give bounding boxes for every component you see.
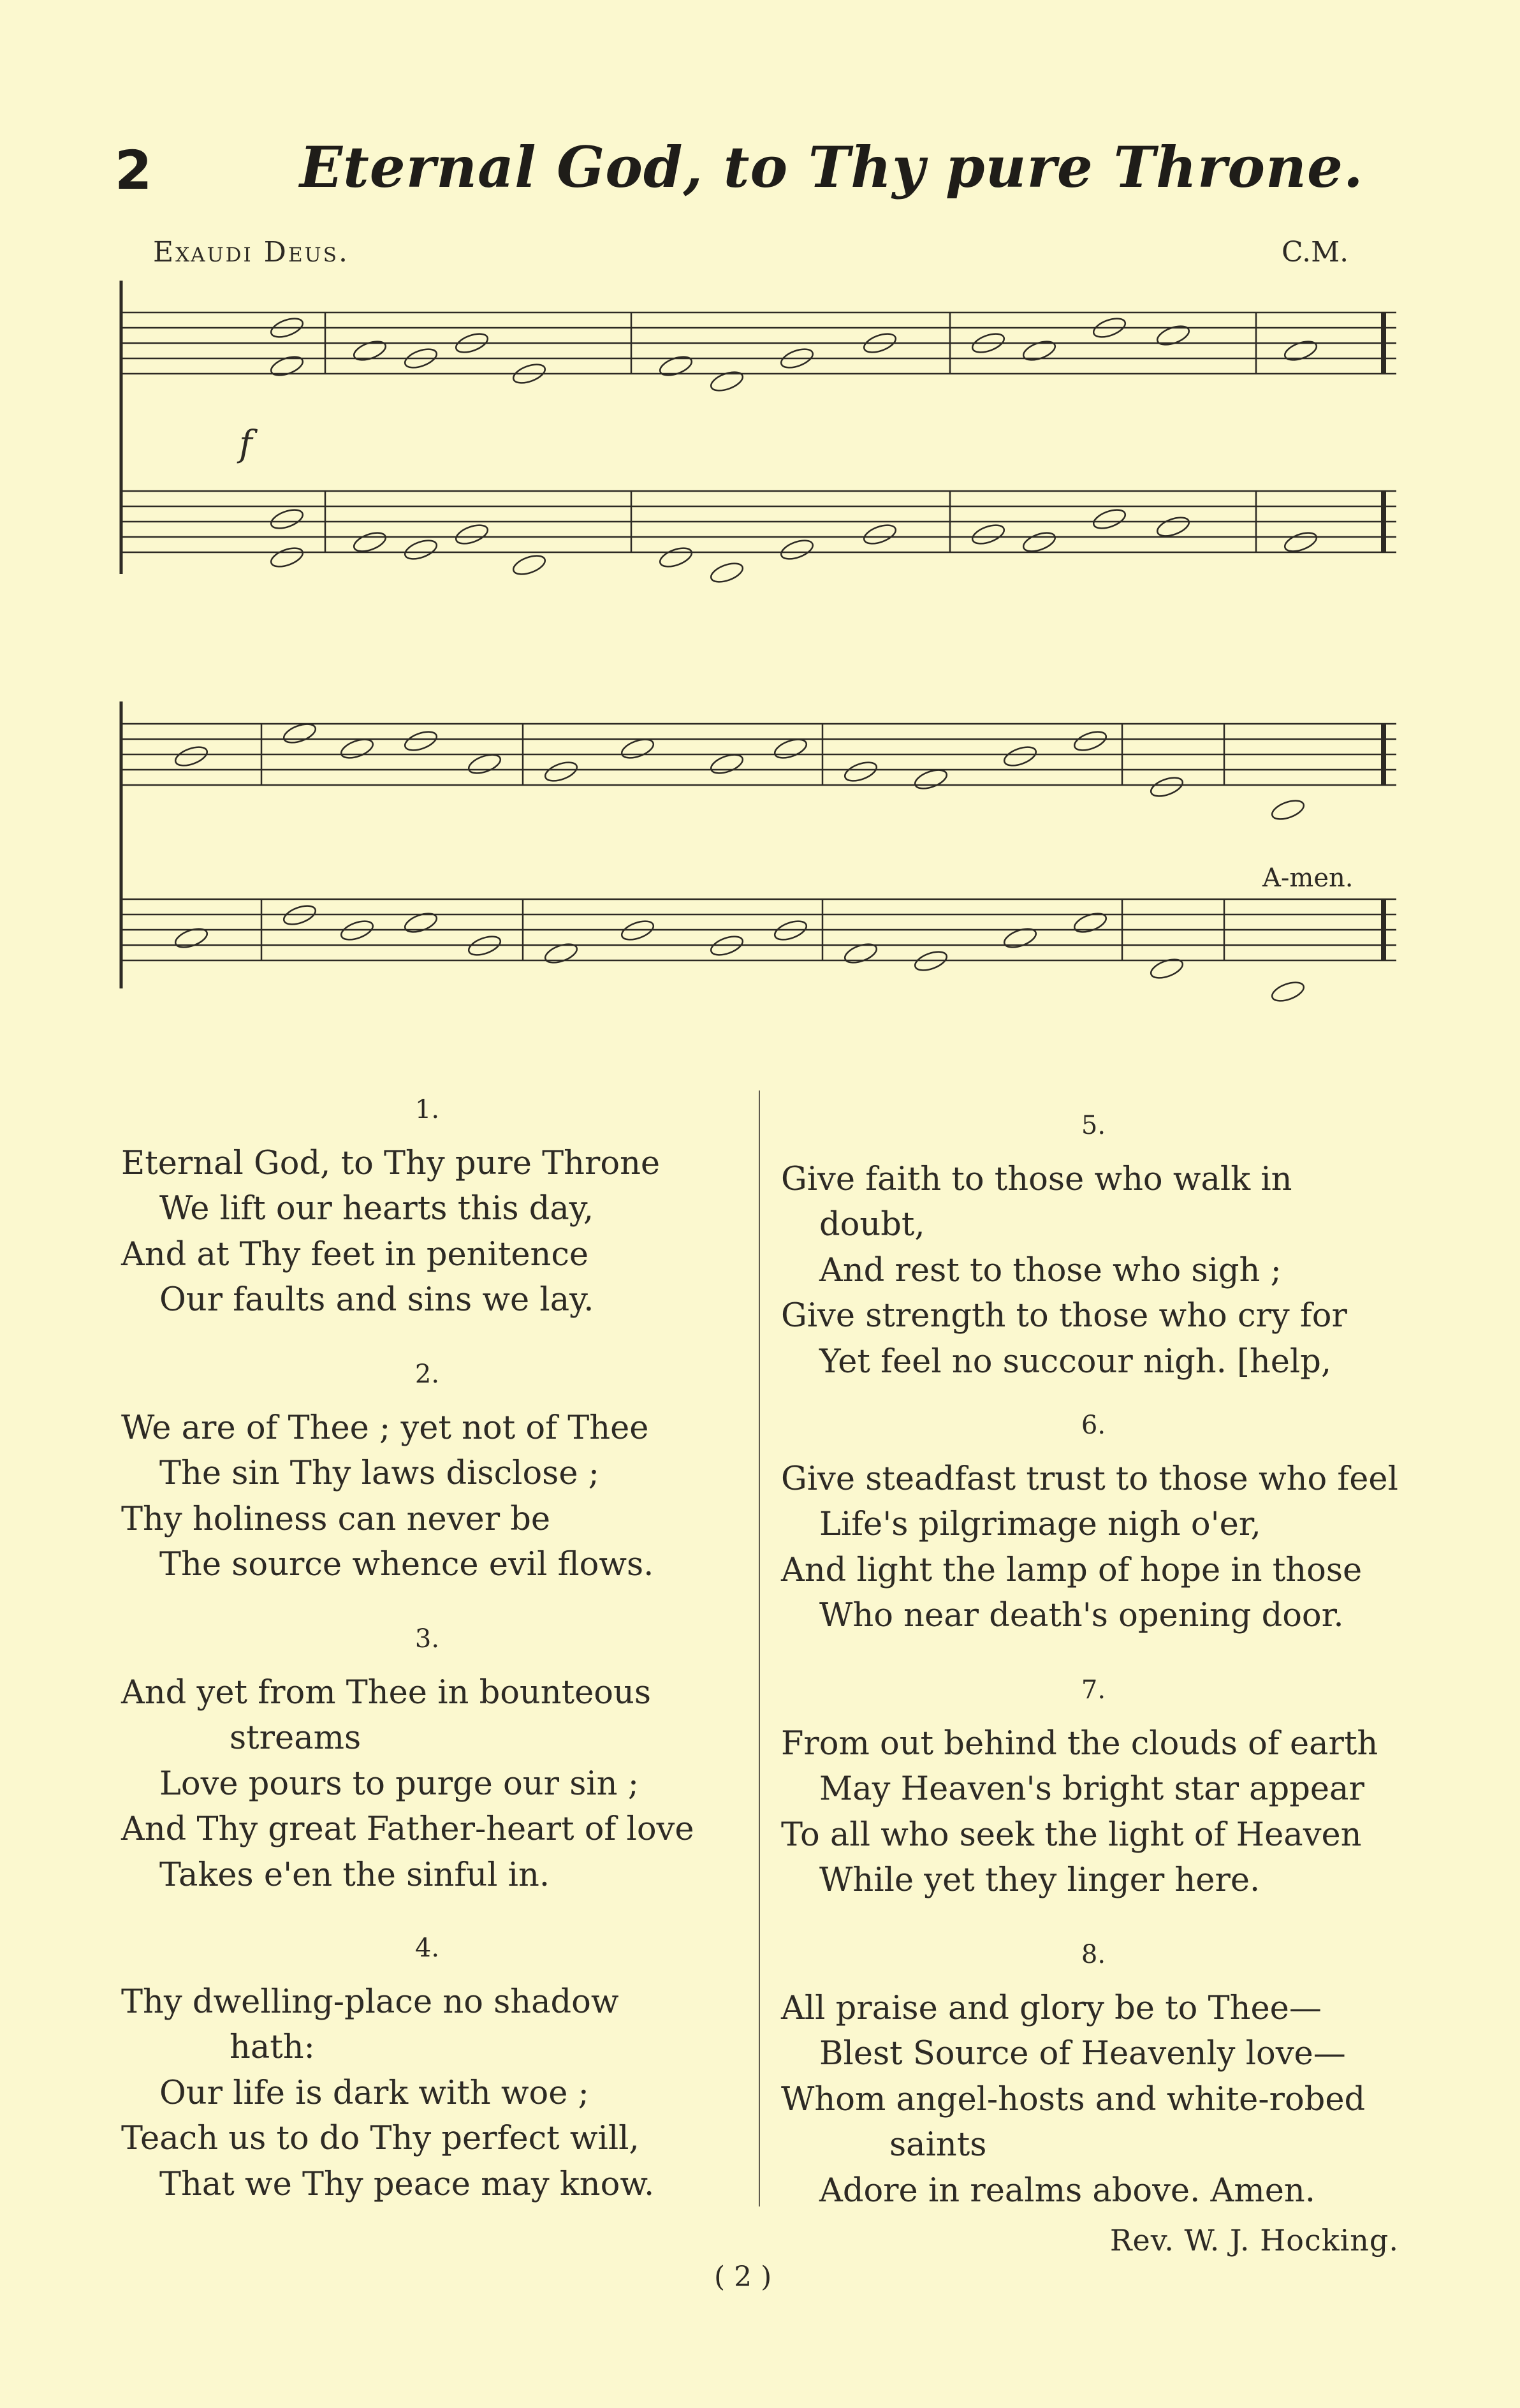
verse-number: 7.	[1081, 1675, 1106, 1705]
verse-line: Yet feel no succour nigh. [help,	[819, 1342, 1332, 1381]
verse-line: Our life is dark with woe ;	[159, 2074, 589, 2112]
verse-line: To all who seek the light of Heaven	[781, 1816, 1362, 1854]
verse-8	[781, 1932, 1406, 2213]
note-head	[708, 369, 745, 394]
note-head	[861, 522, 898, 547]
note-head	[543, 759, 579, 784]
verse-line: hath:	[230, 2029, 315, 2066]
note-head	[351, 529, 388, 555]
hymn-number: 2	[115, 139, 152, 202]
amen-label: A-men.	[1262, 863, 1354, 893]
verse-number: 4.	[414, 1934, 440, 1963]
verse-number: 3.	[414, 1624, 440, 1654]
verse-line: Teach us to do Thy perfect will,	[121, 2120, 639, 2157]
verse-line: We lift our hearts this day,	[159, 1190, 594, 1228]
verse-1	[121, 1087, 733, 1323]
note-head	[268, 506, 305, 532]
verse-line: Eternal God, to Thy pure Throne	[121, 1144, 661, 1182]
verse-7	[781, 1668, 1406, 1904]
note-head	[1269, 979, 1306, 1004]
note-head	[173, 744, 209, 769]
verse-line: Our faults and sins we lay.	[159, 1281, 594, 1319]
note-head	[1155, 323, 1191, 348]
verse-line: Whom angel-hosts and white-robed	[781, 2080, 1366, 2118]
verse-number: 2.	[414, 1360, 440, 1389]
note-head	[970, 522, 1006, 547]
verse-line: And at Thy feet in penitence	[121, 1235, 589, 1274]
note-head	[708, 560, 745, 585]
verse-line: May Heaven's bright star appear	[819, 1770, 1364, 1808]
verse-line: Give faith to those who walk in	[781, 1160, 1292, 1198]
verse-number: 8.	[1081, 1940, 1106, 1969]
verse-number: 1.	[414, 1095, 440, 1124]
verse-5	[781, 1103, 1406, 1384]
verse-line: And rest to those who sigh ;	[819, 1251, 1282, 1289]
note-head	[1091, 506, 1127, 532]
verse-line: Thy dwelling-place no shadow	[121, 1983, 619, 2021]
note-head	[1269, 797, 1306, 823]
verse-line: The sin Thy laws disclose ;	[159, 1455, 599, 1492]
verse-line: And light the lamp of hope in those	[781, 1551, 1363, 1589]
verse-2	[121, 1352, 733, 1588]
note-head	[778, 537, 815, 562]
verse-number: 6.	[1081, 1411, 1106, 1440]
verse-line: And yet from Thee in bounteous	[121, 1673, 652, 1712]
verse-line: Takes e'en the sinful in.	[159, 1856, 550, 1894]
column-divider	[759, 1090, 760, 2206]
note-head	[402, 537, 439, 562]
note-head	[268, 545, 305, 570]
verse-4	[121, 1926, 733, 2207]
verse-6	[781, 1403, 1406, 1639]
music-score	[115, 261, 1403, 1020]
verse-line: All praise and glory be to Thee—	[781, 1989, 1322, 2027]
author: Rev. W. J. Hocking.	[1109, 2223, 1399, 2258]
note-head	[657, 353, 694, 379]
note-head	[1021, 529, 1057, 555]
verse-line: Give steadfast trust to those who feel	[781, 1460, 1398, 1498]
verse-line: And Thy great Father-heart of love	[121, 1810, 694, 1848]
verse-line: Love pours to purge our sin ;	[159, 1765, 639, 1803]
note-head	[842, 759, 879, 784]
verse-line: Give strength to those who cry for	[781, 1297, 1347, 1335]
verse-3	[121, 1617, 733, 1898]
page-number: ( 2 )	[714, 2261, 772, 2293]
verse-line: Life's pilgrimage nigh o'er,	[819, 1506, 1261, 1543]
note-head	[351, 338, 388, 363]
note-head	[1155, 514, 1191, 540]
verse-line: Adore in realms above. Amen.	[819, 2171, 1315, 2210]
note-head	[1282, 338, 1319, 363]
meter: C.M.	[1282, 236, 1349, 268]
verse-line: streams	[230, 1719, 362, 1757]
verse-line: The source whence evil flows.	[159, 1546, 654, 1583]
note-head	[511, 552, 547, 578]
verse-line: Blest Source of Heavenly love—	[819, 2035, 1346, 2073]
note-head	[402, 728, 439, 754]
note-head	[1021, 338, 1057, 363]
verse-line: From out behind the clouds of earth	[781, 1724, 1378, 1763]
verse-line: Thy holiness can never be	[121, 1500, 551, 1538]
tune-name: Exaudi Deus.	[153, 236, 349, 268]
verse-line: saints	[889, 2126, 987, 2164]
verse-line: While yet they linger here.	[819, 1861, 1261, 1899]
note-head	[1072, 728, 1108, 754]
note-head	[1282, 529, 1319, 555]
forte-mark: f	[239, 423, 252, 465]
note-head	[1148, 774, 1185, 800]
note-head	[1002, 744, 1038, 769]
note-head	[453, 522, 490, 547]
verse-line: doubt,	[819, 1206, 925, 1244]
verse-line: Who near death's opening door.	[819, 1597, 1344, 1634]
verse-number: 5.	[1081, 1111, 1106, 1140]
note-head	[268, 353, 305, 379]
verse-line: We are of Thee ; yet not of Thee	[121, 1409, 649, 1447]
hymn-title: Eternal God, to Thy pure Throne.	[300, 134, 1364, 200]
note-head	[657, 545, 694, 570]
verse-line: That we Thy peace may know.	[159, 2165, 655, 2203]
